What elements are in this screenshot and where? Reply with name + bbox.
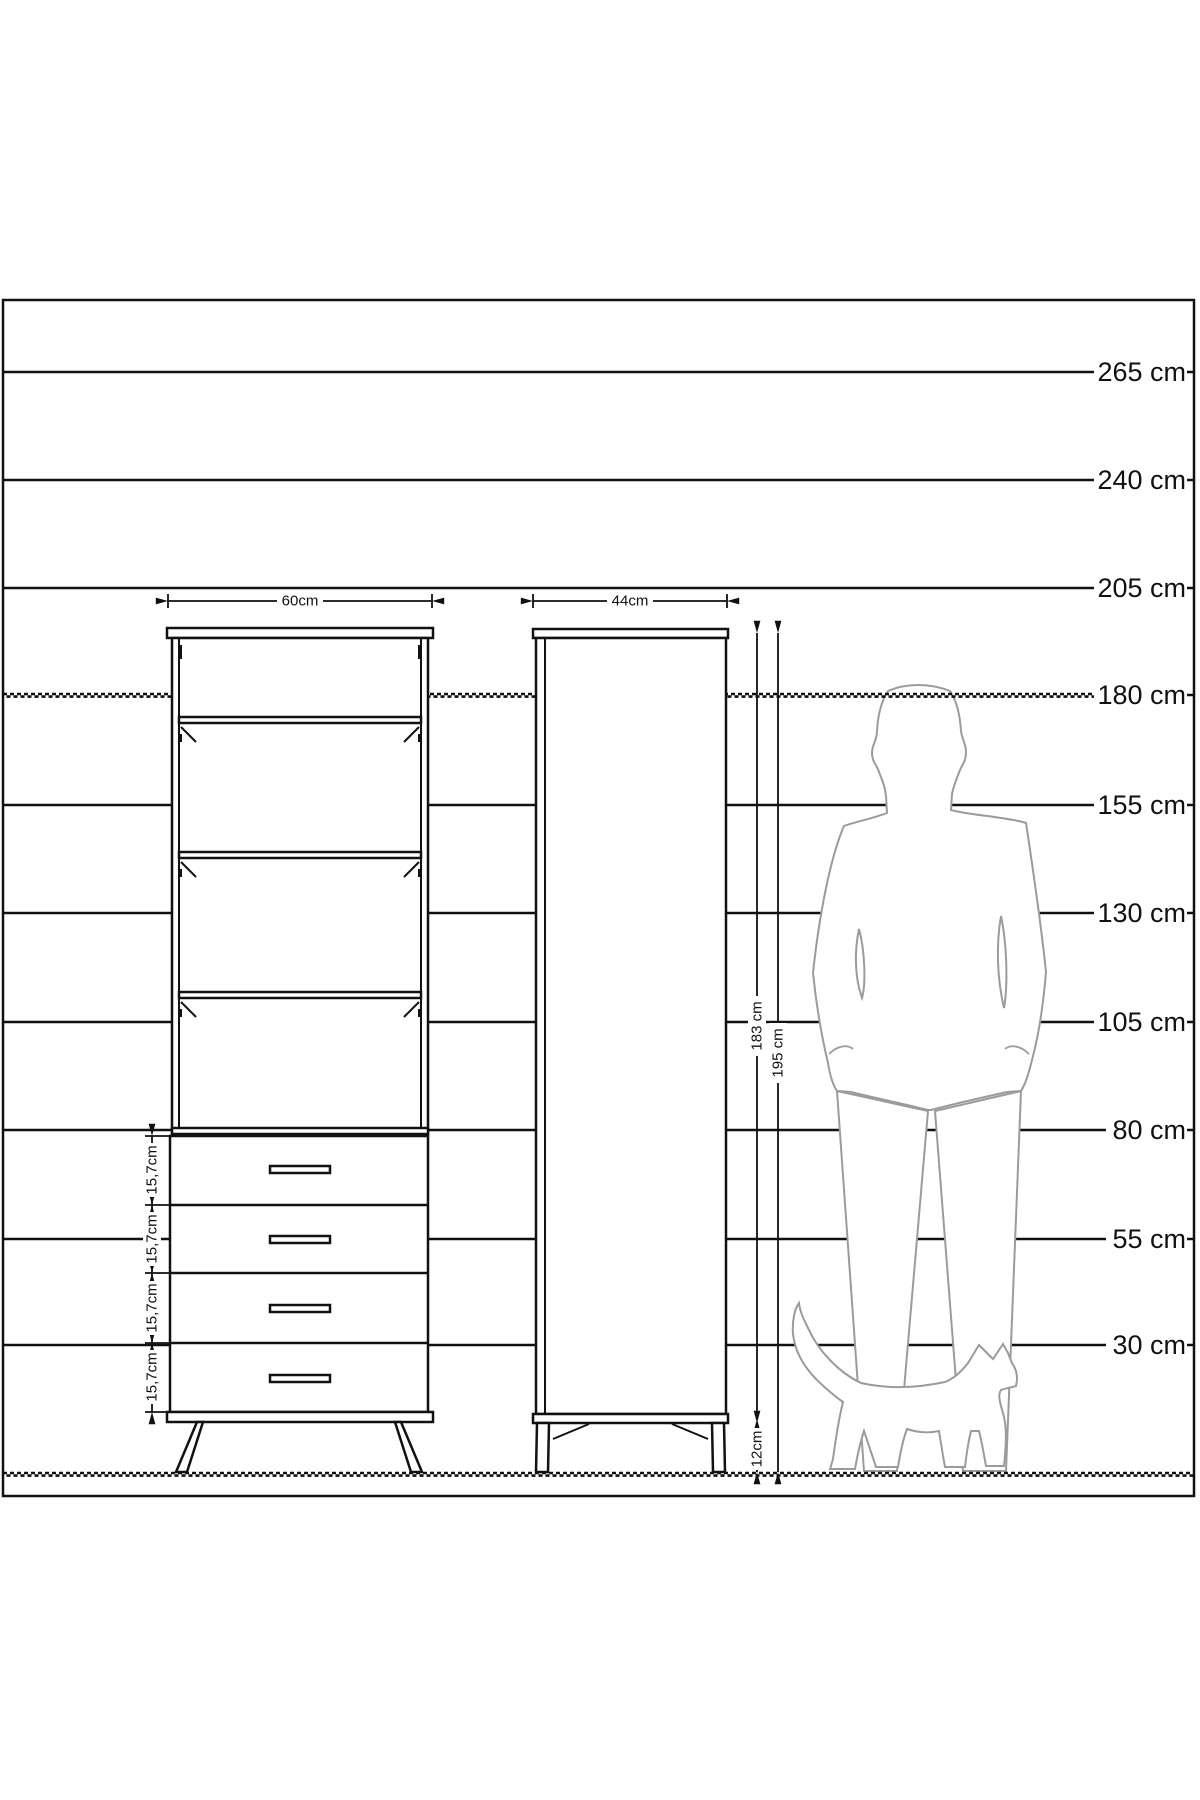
shelf-2 xyxy=(179,852,421,858)
total-height-label: 195 cm xyxy=(769,1028,787,1078)
ruler-label-30: 30 cm xyxy=(1112,1330,1186,1360)
cabinet-side-view xyxy=(533,629,728,1472)
drawer-handle-2 xyxy=(270,1236,330,1243)
ruler-label-205: 205 cm xyxy=(1097,573,1186,603)
side-base-cap xyxy=(533,1414,728,1423)
drawer-gap-label-2: 15,7cm xyxy=(143,1214,161,1264)
side-width-label: 44cm xyxy=(611,592,649,610)
side-left-leg xyxy=(536,1423,549,1472)
front-shelf-body xyxy=(172,638,428,1134)
ruler-label-130: 130 cm xyxy=(1097,898,1186,928)
ruler-label-55: 55 cm xyxy=(1112,1224,1186,1254)
front-width-label: 60cm xyxy=(281,592,319,610)
drawer-gap-label-3: 15,7cm xyxy=(143,1283,161,1333)
drawer-gap-label-1: 15,7cm xyxy=(143,1145,161,1195)
ruler-label-240: 240 cm xyxy=(1097,465,1186,495)
floor-line xyxy=(3,1473,1193,1476)
shelf-1 xyxy=(179,717,421,723)
ruler-label-105: 105 cm xyxy=(1097,1007,1186,1037)
drawer-handle-1 xyxy=(270,1166,330,1173)
ruler-label-155: 155 cm xyxy=(1097,790,1186,820)
ruler-label-80: 80 cm xyxy=(1112,1115,1186,1145)
ruler-label-180: 180 cm xyxy=(1097,680,1186,710)
side-top-cap xyxy=(533,629,728,638)
body-height-label: 183 cm xyxy=(748,1001,766,1051)
cabinet-front-view xyxy=(167,628,433,1472)
shelf-3 xyxy=(179,992,421,998)
shelf-bottom-board xyxy=(172,1128,428,1134)
front-top-cap xyxy=(167,628,433,638)
drawer-handle-4 xyxy=(270,1375,330,1382)
side-body xyxy=(536,638,726,1414)
dim-leg-height xyxy=(748,1423,766,1472)
drawer-handle-3 xyxy=(270,1305,330,1312)
ruler-label-265: 265 cm xyxy=(1097,357,1186,387)
leg-height-label: 12cm xyxy=(748,1430,766,1468)
front-base-cap xyxy=(167,1412,433,1422)
side-right-leg xyxy=(712,1423,725,1472)
drawer-gap-label-4: 15,7cm xyxy=(143,1352,161,1402)
